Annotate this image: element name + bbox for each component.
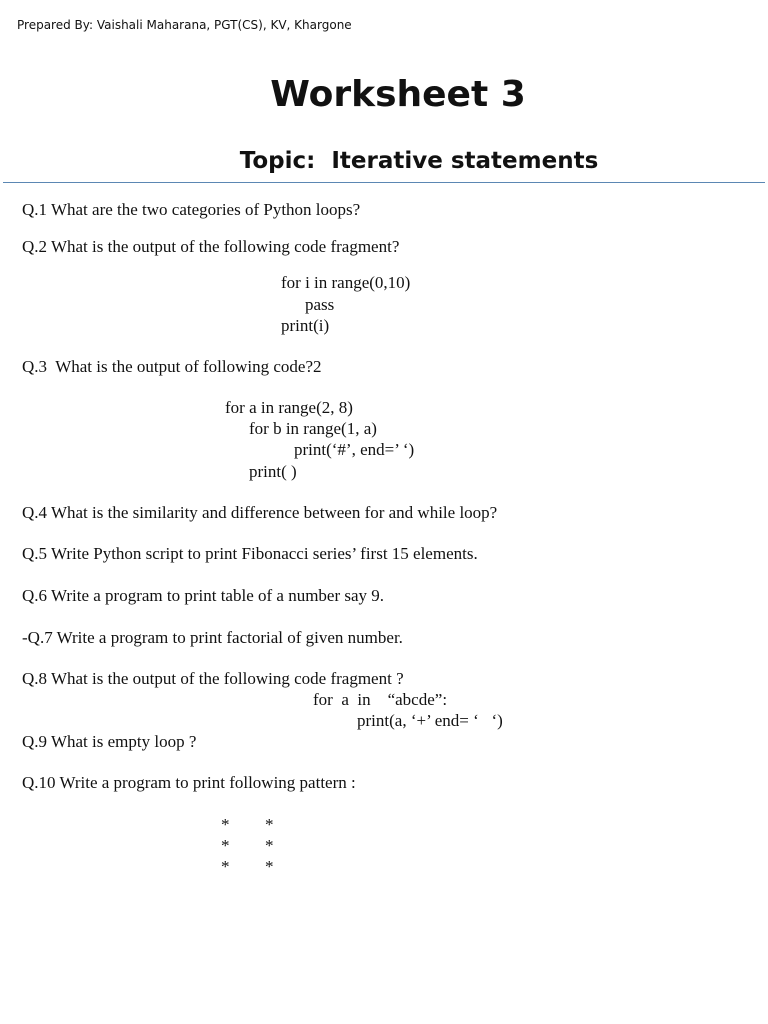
question-5: Q.5 Write Python script to print Fibonacci series’ first 15 elements.: [22, 544, 478, 563]
divider-line: [3, 182, 765, 183]
code-line: for i in range(0,10): [281, 273, 411, 292]
code-line: print(a, ‘+’ end= ‘ ‘): [357, 711, 503, 730]
pattern-star: *: [221, 857, 230, 876]
question-7: -Q.7 Write a program to print factorial of given number.: [22, 628, 403, 647]
question-9: Q.9 What is empty loop ?: [22, 732, 197, 751]
question-6: Q.6 Write a program to print table of a number say 9.: [22, 586, 385, 605]
question-8: Q.8 What is the output of the following code fragment ?: [22, 669, 404, 688]
pattern-star: *: [265, 857, 274, 876]
question-4: Q.4 What is the similarity and difference between for and while loop?: [22, 503, 498, 522]
question-10: Q.10 Write a program to print following pattern :: [22, 773, 356, 792]
topic-heading: Topic: Iterative statements: [239, 148, 599, 174]
code-line: print(i): [281, 316, 330, 335]
code-line: print( ): [249, 462, 297, 481]
pattern-star: *: [265, 815, 274, 834]
pattern-star: *: [221, 815, 230, 834]
question-3: Q.3 What is the output of following code?2: [22, 357, 322, 376]
code-line: print(‘#’, end=’ ‘): [294, 440, 415, 459]
worksheet-title: Worksheet 3: [270, 74, 526, 115]
pattern-star: *: [221, 836, 230, 855]
code-line: for a in range(2, 8): [225, 398, 353, 417]
code-line: for b in range(1, a): [249, 419, 377, 438]
code-line: for a in “abcde”:: [313, 690, 448, 709]
prepared-by-header: Prepared By: Vaishali Maharana, PGT(CS), KV, Khargone: [17, 18, 352, 32]
question-1: Q.1 What are the two categories of Python loops?: [22, 200, 361, 219]
pattern-star: *: [265, 836, 274, 855]
question-2: Q.2 What is the output of the following code fragment?: [22, 237, 400, 256]
code-line: pass: [305, 295, 335, 314]
